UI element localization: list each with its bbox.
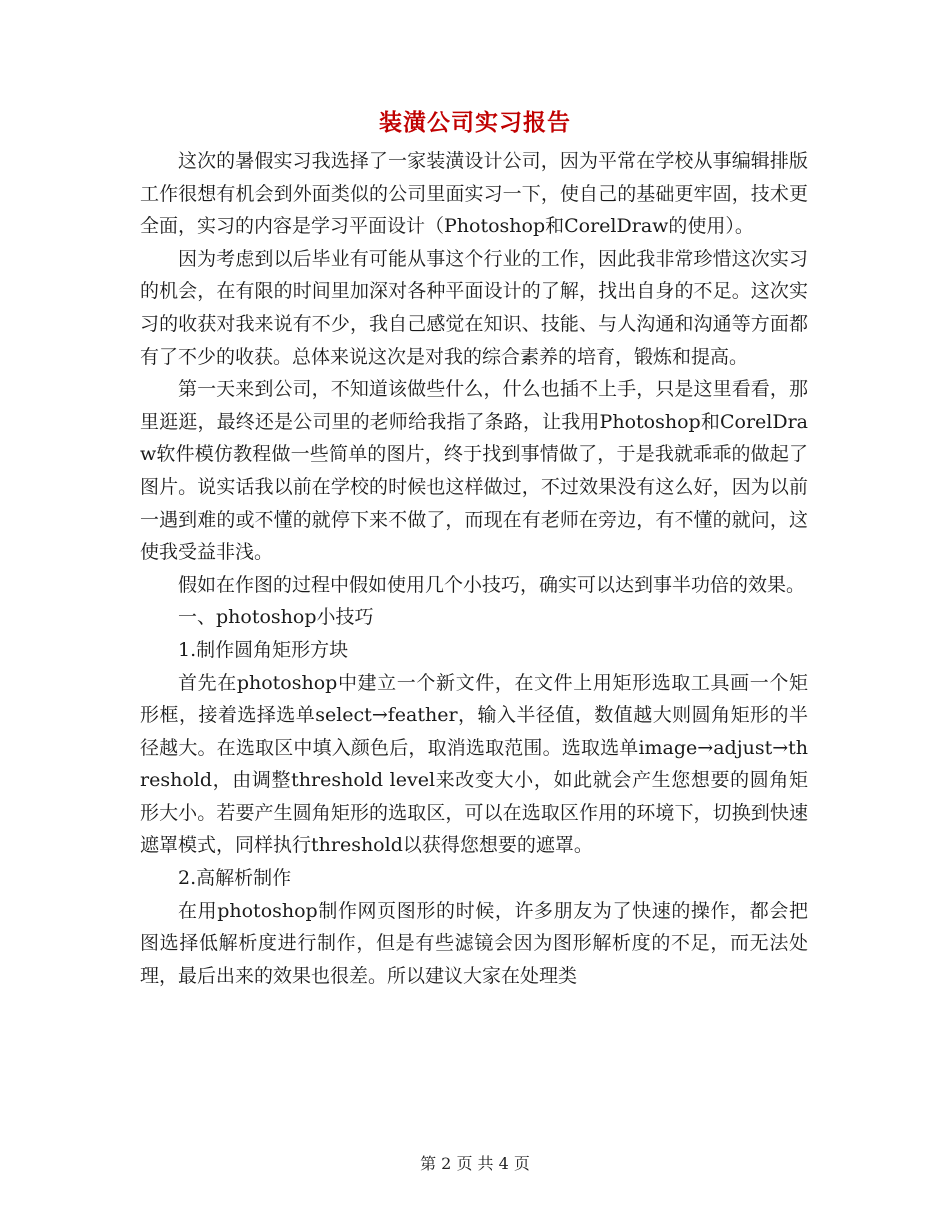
subheading-rounded-rectangle: 1.制作圆角矩形方块 — [178, 638, 349, 661]
subheading-high-resolution: 2.高解析制作 — [178, 867, 292, 890]
paragraph-intro: 这次的暑假实习我选择了一家装潢设计公司，因为平常在学校从事编辑排版工作很想有机会到外面类似的公司里面实习一下，使自己的基础更牢固，技术更全面，实习的内容是学习平面设计（Photoshop和CorelDraw的使用）。 — [140, 150, 808, 238]
paragraph-high-resolution: 在用photoshop制作网页图形的时候，许多朋友为了快速的操作，都会把图选择低解析度进行制作，但是有些滤镜会因为图形解析度的不足，而无法处理，最后出来的效果也很差。所以建议大家在处理类 — [140, 899, 808, 987]
page-footer: 第 2 页 共 4 页 — [420, 1154, 530, 1173]
paragraph-rounded-rectangle: 首先在photoshop中建立一个新文件，在文件上用矩形选取工具画一个矩形框，接着选择选单select→feather，输入半径值，数值越大则圆角矩形的半径越大。在选取区中填入颜色后，取消选取范围。选取选单image→adjust→threshold，由调整threshold level来改变大小，如此就会产生您想要的圆角矩形大小。若要产生圆角矩形的选取区，可以在选取区作用的环境下，切换到快速遮罩模式，同样执行threshold以获得您想要的遮罩。 — [140, 671, 808, 857]
section-heading-photoshop-tips: 一、photoshop小技巧 — [178, 606, 374, 629]
paragraph-first-day: 第一天来到公司，不知道该做些什么，什么也插不上手，只是这里看看，那里逛逛，最终还是公司里的老师给我指了条路，让我用Photoshop和CorelDraw软件模仿教程做一些简单的图片，终于找到事情做了，于是我就乖乖的做起了图片。说实话我以前在学校的时候也这样做过，不过效果没有这么好，因为以前一遇到难的或不懂的就停下来不做了，而现在有老师在旁边，有不懂的就问，这使我受益非浅。 — [140, 378, 808, 564]
paragraph-motivation: 因为考虑到以后毕业有可能从事这个行业的工作，因此我非常珍惜这次实习的机会，在有限的时间里加深对各种平面设计的了解，找出自身的不足。这次实习的收获对我来说有不少，我自己感觉在知识、技能、与人沟通和沟通等方面都有了不少的收获。总体来说这次是对我的综合素养的培育，锻炼和提高。 — [140, 247, 808, 368]
document-title: 装潢公司实习报告 — [379, 109, 571, 136]
paragraph-tips-intro: 假如在作图的过程中假如使用几个小技巧，确实可以达到事半功倍的效果。 — [178, 573, 806, 596]
document-body — [140, 145, 808, 992]
